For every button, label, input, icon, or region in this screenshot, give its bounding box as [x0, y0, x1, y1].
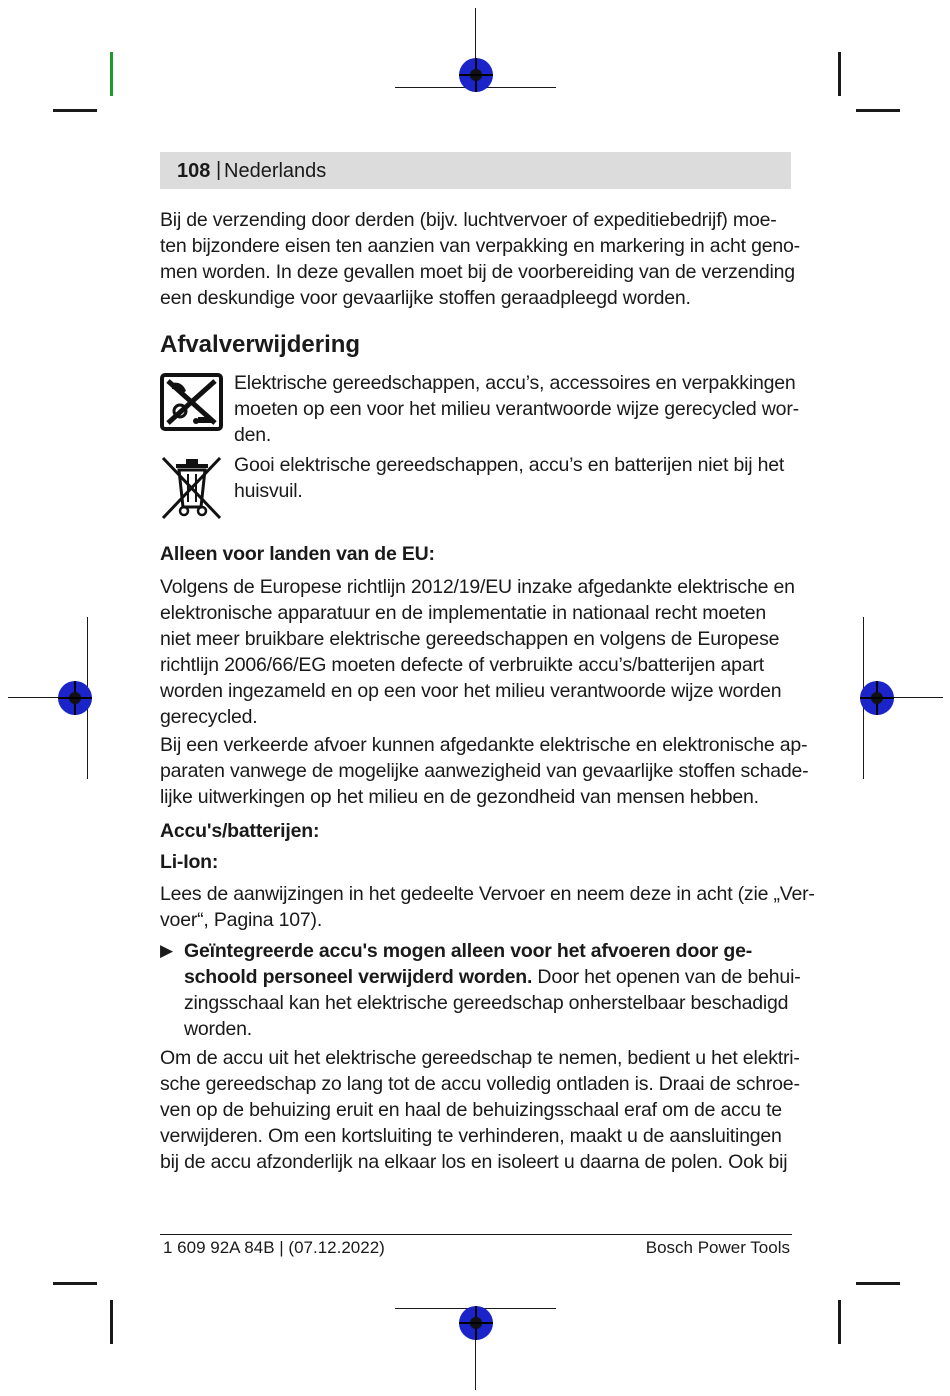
- text-line: voer“, Pagina 107).: [160, 909, 323, 931]
- registration-mark: [459, 58, 493, 92]
- section-title: Afvalverwijdering: [160, 331, 361, 358]
- text-line: een deskundige voor gevaarlijke stoffen geraadpleegd worden.: [160, 287, 691, 309]
- text-line: lijke uitwerkingen op het milieu en de gezondheid van mensen hebben.: [160, 786, 759, 808]
- intro-paragraph: [160, 207, 800, 311]
- header-language: Nederlands: [224, 160, 327, 182]
- text-line: Elektrische gereedschappen, accu’s, accessoires en verpakkingen: [234, 372, 796, 394]
- registration-mark: [860, 681, 894, 715]
- text-line: niet meer bruikbare elektrische gereedschappen en volgens de Europese: [160, 628, 780, 650]
- crop-mark: [110, 1300, 113, 1344]
- eu-paragraph: [160, 574, 795, 730]
- text-line: elektronische apparatuur en de implementatie in nationaal recht moeten: [160, 602, 767, 624]
- text-line: [184, 964, 801, 990]
- text-line: huisvuil.: [234, 480, 303, 502]
- crop-mark: [856, 1282, 900, 1285]
- text-line: worden ingezameld en op een voor het milieu verantwoorde wijze worden: [160, 680, 782, 702]
- crop-mark: [856, 109, 900, 112]
- liion-heading: Li-Ion:: [160, 851, 219, 873]
- crop-mark: [838, 52, 841, 96]
- text-line: verwijderen. Om een kortsluiting te verhinderen, maakt u de aansluitingen: [160, 1125, 782, 1147]
- warning-bold-line: Geïntegreerde accu's mogen alleen voor het afvoeren door ge-: [184, 940, 753, 962]
- registration-mark: [459, 1306, 493, 1340]
- text-line: Volgens de Europese richtlijn 2012/19/EU inzake afgedankte elektrische en: [160, 576, 795, 598]
- text-line: richtlijn 2006/66/EG moeten defecte of verbruikte accu’s/batterijen apart: [160, 654, 764, 676]
- closing-paragraph: [160, 1045, 800, 1175]
- text-line: den.: [234, 424, 272, 446]
- disposal-text-2: [234, 452, 794, 504]
- text-line: gerecycled.: [160, 706, 258, 728]
- text-line: paraten vanwege de mogelijke aanwezigheid van gevaarlijke stoffen schade-: [160, 760, 809, 782]
- header-separator: |: [216, 159, 222, 181]
- footer-brand: Bosch Power Tools: [645, 1238, 790, 1257]
- text-line: Bij de verzending door derden (bijv. luchtvervoer of expeditiebedrijf) moe-: [160, 209, 777, 231]
- crossed-bin-icon: [160, 455, 223, 521]
- text-line: worden.: [184, 1018, 252, 1040]
- text-line: ven op de behuizing eruit en haal de behuizingsschaal eraf om de accu te: [160, 1099, 782, 1121]
- crop-mark: [838, 1300, 841, 1344]
- text-line: moeten op een voor het milieu verantwoorde wijze gerecycled wor-: [234, 398, 799, 420]
- registration-mark: [58, 681, 92, 715]
- text-line: sche gereedschap zo lang tot de accu volledig ontladen is. Draai de schroe-: [160, 1073, 800, 1095]
- text-line: Om de accu uit het elektrische gereedschap te nemen, bedient u het elektri-: [160, 1047, 800, 1069]
- text-line: Lees de aanwijzingen in het gedeelte Vervoer en neem deze in acht (zie „Ver-: [160, 883, 815, 905]
- footer-doc-number: 1 609 92A 84B | (07.12.2022): [163, 1238, 385, 1257]
- crop-mark: [110, 52, 113, 96]
- bullet-arrow-icon: ▶: [160, 941, 173, 960]
- page-number: 108: [177, 160, 211, 182]
- text-line: ten bijzondere eisen ten aanzien van verpakking en markering in acht geno-: [160, 235, 800, 257]
- text-line: Gooi elektrische gereedschappen, accu’s en batterijen niet bij het: [234, 454, 785, 476]
- eu-heading: Alleen voor landen van de EU:: [160, 543, 435, 565]
- battery-heading: Accu's/batterijen:: [160, 820, 320, 842]
- text-line: zingsschaal kan het elektrische gereedschap onherstelbaar beschadigd: [184, 992, 789, 1014]
- text-line: men worden. In deze gevallen moet bij de voorbereiding van de verzending: [160, 261, 795, 283]
- disposal-text-1: [234, 370, 799, 448]
- crop-mark: [53, 109, 97, 112]
- recycle-tools-icon: [160, 373, 223, 431]
- eu-paragraph-2: [160, 732, 809, 810]
- liion-paragraph: [160, 881, 815, 933]
- warning-text: Door het openen van de behui-: [532, 966, 801, 988]
- text-line: Bij een verkeerde afvoer kunnen afgedankte elektrische en elektronische ap-: [160, 734, 808, 756]
- text-line: bij de accu afzonderlijk na elkaar los en isoleert u daarna de polen. Ook bij: [160, 1151, 788, 1173]
- crop-mark: [53, 1282, 97, 1285]
- warning-bold-text: schoold personeel verwijderd worden.: [184, 966, 533, 988]
- footer-divider: [160, 1234, 792, 1235]
- page-header: [160, 152, 791, 189]
